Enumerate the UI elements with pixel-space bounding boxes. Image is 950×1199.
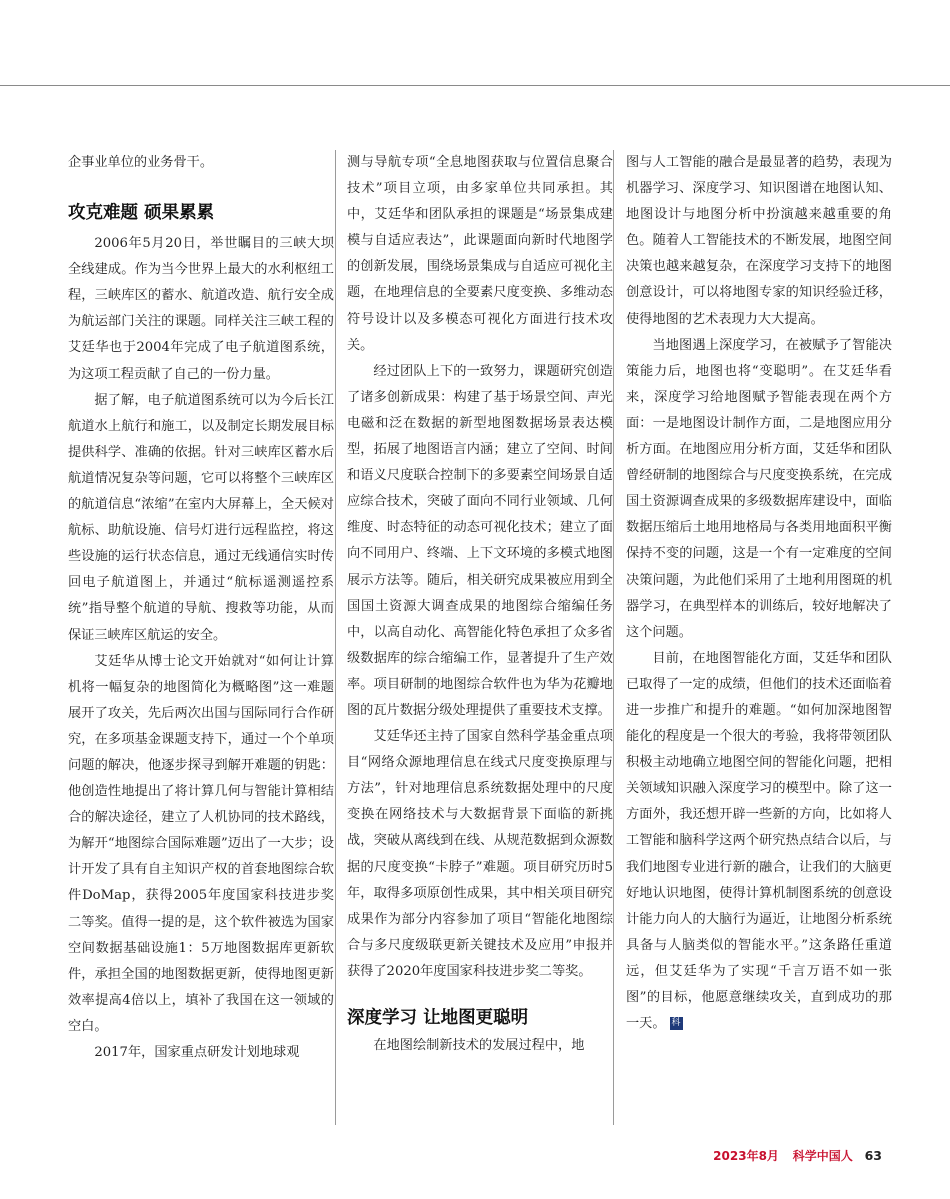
top-rule — [0, 85, 950, 86]
page-footer — [713, 1148, 882, 1164]
column-lead-text: 企事业单位的业务骨干。 — [68, 155, 214, 170]
paragraph: 据了解，电子航道图系统可以为今后长江航道水上航行和施工，以及制定长期发展目标提供科学、准确的依据。针对三峡库区蓄水后航道情况复杂等问题，它可以将整个三峡库区的航道信息“浓缩”在室内大屏幕上，全天候对航标、助航设施、信号灯进行远程监控，将这些设施的运行状态信息，通过无线通信实时传回电子航道图上，并通过“航标遥测遥控系统”指导整个航道的导航、搜救等功能，从而保证三峡库区航运的安全。 — [68, 392, 334, 643]
column-lead-text: 测与导航专项“全息地图获取与位置信息聚合技术”项目立项，由多家单位共同承担。其中，艾廷华和团队承担的课题是“场景集成建模与自适应表达”，此课题面向新时代地图学的创新发展，围绕场景集成与自适应可视化主题，在地理信息的全要素尺度变换、多维动态符号设计以及多模态可视化方面进行技术攻关。 — [347, 155, 613, 353]
closing-paragraph-text: 目前，在地图智能化方面，艾廷华和团队已取得了一定的成绩，但他们的技术还面临着进一步推广和提升的难题。“如何加深地图智能化的程度是一个很大的考验，我将带领团队积极主动地确立地图空间的智能化问题，把相关领域知识融入深度学习的模型中。除了这一方面外，我还想开辟一些新的方向，比如将人工智能和脑科学这两个研究热点结合以后，与我们地图专业进行新的融合，让我们的大脑更好地认识地图，使得计算机制图系统的创意设计能力向人的大脑行为逼近，让地图分析系统具备与人脑类似的智能水平。”这条路任重道远，但艾廷华为了实现“千言万语不如一张图”的目标，他愿意继续攻关，直到成功的那一天。 — [626, 650, 892, 1032]
issue-date: 2023年8月 — [713, 1149, 779, 1163]
column-lead-text: 图与人工智能的融合是最显著的趋势，表现为机器学习、深度学习、知识图谱在地图认知、地图设计与地图分析中扮演越来越重要的角色。随着人工智能技术的不断发展，地图空间决策也越来越复杂，在深度学习支持下的地图创意设计，可以将地图专家的知识经验迁移，使得地图的艺术表现力大大提高。 — [626, 155, 892, 327]
paragraph: 在地图绘制新技术的发展过程中，地 — [373, 1038, 585, 1053]
article-column-2 — [347, 150, 613, 1059]
article-column-1 — [68, 150, 334, 1066]
paragraph: 2006年5月20日，举世瞩目的三峡大坝全线建成。作为当今世界上最大的水利枢纽工程，三峡库区的蓄水、航道改造、航行安全成为航运部门关注的课题。同样关注三峡工程的艾廷华也于2004年完成了电子航道图系统，为这项工程贡献了自己的一份力量。 — [68, 236, 334, 382]
paragraph: 艾廷华从博士论文开始就对“如何让计算机将一幅复杂的地图简化为概略图”这一难题展开了攻关，先后两次出国与国际同行合作研究，在多项基金课题支持下，通过一个个单项问题的解决，他逐步探寻到解开难题的钥匙：他创造性地提出了将计算几何与智能计算相结合的解决途径，建立了人机协同的技术路线，为解开“地图综合国际难题”迈出了一大步；设计开发了具有自主知识产权的首套地图综合软件DoMap，获得2005年度国家科技进步奖二等奖。值得一提的是，这个软件被选为国家空间数据基础设施1：5万地图数据库更新软件，承担全国的地图数据更新，使得地图更新效率提高4倍以上，填补了我国在这一领域的空白。 — [68, 653, 334, 1034]
section-heading: 深度学习 让地图更聪明 — [347, 1008, 529, 1028]
column-divider — [613, 150, 614, 1125]
page-number: 63 — [864, 1148, 882, 1163]
paragraph: 经过团队上下的一致努力，课题研究创造了诸多创新成果：构建了基于场景空间、声光电磁和泛在数据的新型地图数据场景表达模型，拓展了地图语言内涵；建立了空间、时间和语义尺度联合控制下的多要素空间场景自适应综合技术，突破了面向不同行业领域、几何维度、时态特征的动态可视化技术；建立了面向不同用户、终端、上下文环境的多模式地图展示方法等。随后，相关研究成果被应用到全国国土资源大调查成果的地图综合缩编任务中，以高自动化、高智能化特色承担了众多省级数据库的综合缩编工作，显著提升了生产效率。项目研制的地图综合软件也为华为花瓣地图的瓦片数据分级处理提供了重要技术支撑。 — [347, 363, 613, 718]
paragraph: 当地图遇上深度学习，在被赋予了智能决策能力后，地图也将“变聪明”。在艾廷华看来，深度学习给地图赋予智能表现在两个方面：一是地图设计制作方面，二是地图应用分析方面。在地图应用分析方面，艾廷华和团队曾经研制的地图综合与尺度变换系统，在完成国土资源调查成果的多级数据库建设中，面临数据压缩后土地用地格局与各类用地面积平衡保持不变的问题，这是一个有一定难度的空间决策问题，为此他们采用了土地利用图斑的机器学习，在典型样本的训练后，较好地解决了这个问题。 — [626, 337, 892, 640]
closing-paragraph — [626, 646, 892, 1037]
magazine-name: 科学中国人 — [792, 1149, 853, 1163]
article-end-mark-icon: 科 — [671, 1018, 681, 1029]
column-divider — [335, 150, 336, 1125]
article-column-3 — [626, 150, 892, 1037]
paragraph: 艾廷华还主持了国家自然科学基金重点项目“网络众源地理信息在线式尺度变换原理与方法”，针对地理信息系统数据处理中的尺度变换在网络技术与大数据背景下面临的新挑战，突破从离线到在线、从规范数据到众源数据的尺度变换“卡脖子”难题。项目研究历时5年，取得多项原创性成果，其中相关项目研究成果作为部分内容参加了项目“智能化地图综合与多尺度级联更新关键技术及应用”申报并获得了2020年度国家科技进步奖二等奖。 — [347, 729, 613, 979]
paragraph: 2017年，国家重点研发计划地球观 — [94, 1045, 300, 1060]
section-heading: 攻克难题 硕果累累 — [68, 203, 215, 224]
